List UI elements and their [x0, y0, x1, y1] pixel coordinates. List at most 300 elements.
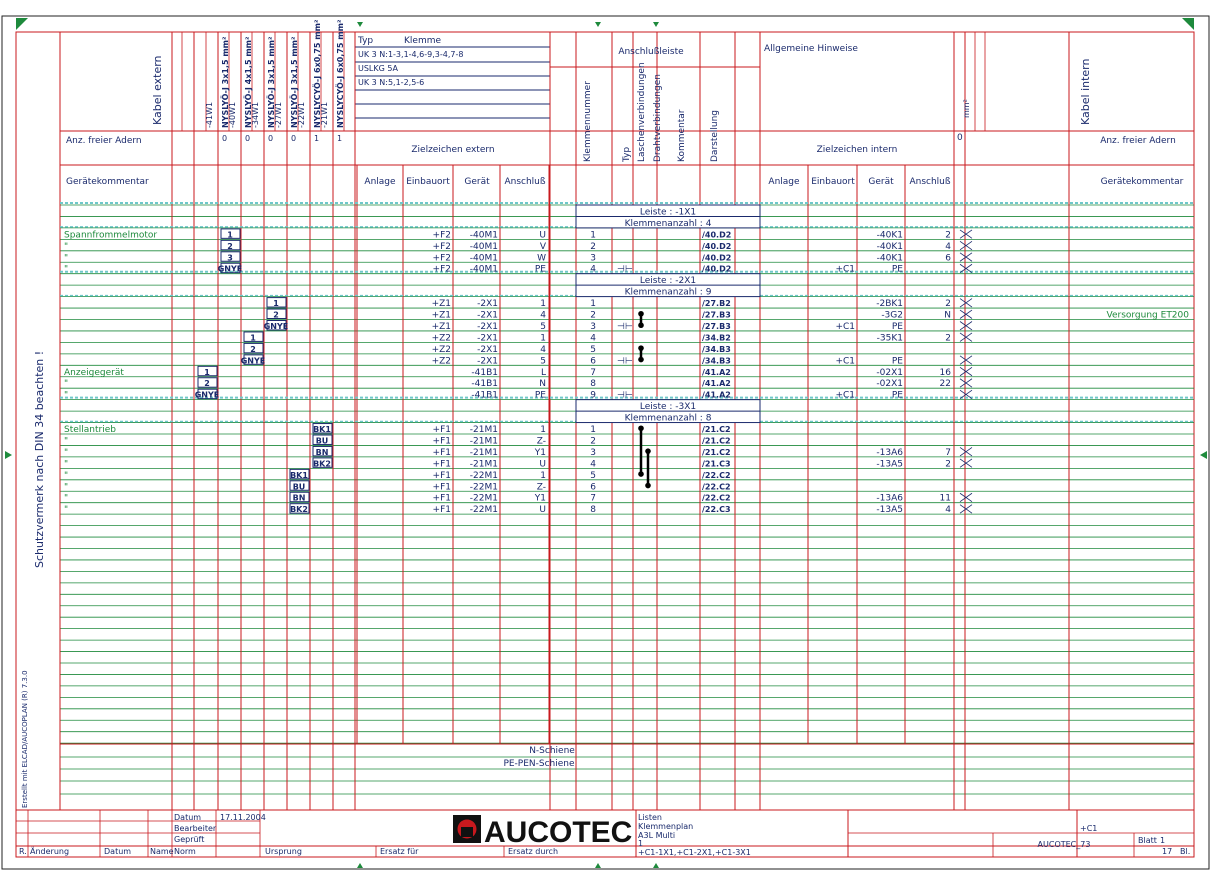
wire-label: BU: [292, 482, 306, 492]
darstellung-ref: /41.A2: [702, 390, 731, 400]
einbauort-extern: +Z2: [431, 356, 451, 367]
typ-col-label: Typ: [622, 146, 632, 162]
anz-freier-adern-intern: Anz. freier Adern: [1100, 136, 1176, 146]
pe-terminal-icon: ⊣⊢: [617, 264, 633, 275]
bridge-dot: [638, 311, 644, 317]
bridge-dot: [638, 425, 644, 431]
frame-corner-marker: [16, 18, 28, 30]
geraet-intern: -13A5: [876, 505, 903, 516]
cable-header-columns: [205, 19, 345, 143]
geraet-intern: -13A6: [876, 447, 903, 458]
geraet-intern-label: Gerät: [868, 177, 894, 187]
ersatz-durch-label: Ersatz durch: [508, 847, 559, 856]
darstellung-ref: /41.A2: [702, 379, 731, 389]
geraet-extern: -41B1: [471, 390, 498, 401]
blatt-label: Blatt: [1138, 836, 1157, 845]
klemmenanzahl-label: Klemmenanzahl : 9: [624, 287, 712, 298]
anschluss-extern: W: [537, 253, 546, 264]
anschluss-intern: 16: [939, 367, 951, 378]
darstellung-ref: /41.A2: [702, 367, 731, 377]
darstellung-ref: /21.C2: [702, 447, 731, 457]
einbauort-intern: +C1: [835, 356, 855, 367]
table-row: [64, 263, 972, 274]
wire-label: 1: [204, 367, 210, 377]
frame-marker: [357, 863, 363, 868]
aenderung-label: Änderung: [30, 847, 70, 856]
desc-line-3: A3L Multi: [638, 831, 676, 840]
table-row: [64, 366, 972, 377]
anschluss-extern: U: [539, 230, 546, 241]
device-comment: ": [64, 264, 69, 275]
geraet-extern: -22M1: [469, 482, 498, 493]
darstellung-ref: /27.B2: [702, 299, 731, 309]
geraetekommentar-intern-label: Gerätekommentar: [1100, 177, 1184, 187]
cable-type: NYSLYÖ-J 3x1,5 mm²: [267, 36, 276, 128]
anschluss-intern: 6: [945, 253, 951, 264]
cable-free-count: 1: [314, 134, 320, 143]
device-comment: ": [64, 436, 69, 447]
klemme-label: Klemme: [404, 36, 442, 46]
anschluss-extern: Z-: [536, 436, 546, 447]
einbauort-extern: +F1: [432, 493, 451, 504]
anschluss-intern: 4: [945, 241, 951, 252]
anlage-extern-label: Anlage: [364, 177, 396, 187]
terminal-number: 6: [590, 482, 596, 493]
norm-label: Norm: [174, 847, 196, 856]
typ-line-3: UK 3 N:5,1-2,5-6: [358, 78, 425, 87]
table-row: [64, 469, 731, 480]
wire-label: BK2: [313, 459, 331, 469]
geraet-extern: -41B1: [471, 367, 498, 378]
pe-schiene-label: PE-PEN-Schiene: [503, 759, 575, 769]
darstellung-ref: /40.D2: [702, 241, 732, 251]
typ-line-1: UK 3 N:1-3,1-4,6-9,3-4,7-8: [358, 50, 464, 59]
frame-marker: [653, 22, 659, 27]
device-comment: ": [64, 482, 69, 493]
desc-line-4: 1: [638, 839, 644, 848]
geraet-extern: -2X1: [477, 299, 498, 310]
einbauort-extern: +Z1: [431, 321, 451, 332]
datum2-label: Datum: [104, 847, 132, 856]
wire-label: BK2: [290, 505, 308, 515]
anschluss-extern: Y1: [534, 493, 546, 504]
geraet-extern: -40M1: [469, 241, 498, 252]
created-with-note: Erstellt mit ELCAD/AUCOPLAN (R) 7.3.0: [21, 670, 29, 808]
device-comment: ": [64, 470, 69, 481]
wire-label: BN: [315, 447, 329, 457]
geraet-intern: PE: [891, 321, 903, 332]
table-row: [64, 435, 731, 446]
anschluss-extern: 1: [540, 299, 546, 310]
darstellung-ref: /22.C2: [702, 482, 731, 492]
geraet-extern: -40M1: [469, 253, 498, 264]
geraet-extern: -2X1: [477, 344, 498, 355]
einbauort-extern: +F1: [432, 482, 451, 493]
einbauort-extern: +F2: [432, 241, 451, 252]
geraet-intern: -13A5: [876, 459, 903, 470]
frame-marker: [653, 863, 659, 868]
terminal-number: 7: [590, 367, 596, 378]
einbauort-extern: +Z2: [431, 333, 451, 344]
cable-type: NYSLYCYÖ-J 6x0,75 mm²: [313, 19, 322, 128]
darstellung-ref: /34.B3: [702, 344, 731, 354]
cable-type: NYSLYÖ-J 3x1,5 mm²: [290, 36, 299, 128]
einbauort-intern-label: Einbauort: [811, 177, 855, 187]
device-comment: Spannfrommelmotor: [64, 230, 158, 241]
geraet-extern: -22M1: [469, 493, 498, 504]
table-row: [244, 343, 731, 354]
bridge-dot: [645, 483, 651, 489]
darstellung-ref: /21.C3: [702, 459, 731, 469]
free-count-intern: 0: [957, 133, 963, 143]
wire-label: GNYE: [263, 321, 289, 331]
frame-corner-marker: [1182, 18, 1194, 30]
table-row: [241, 355, 972, 366]
geraet-intern: -40K1: [876, 241, 903, 252]
frame-marker: [357, 22, 363, 27]
einbauort-intern: +C1: [835, 390, 855, 401]
table-row: [244, 332, 972, 343]
device-comment: ": [64, 379, 69, 390]
anlage-intern-label: Anlage: [768, 177, 800, 187]
einbauort-extern: +F1: [432, 505, 451, 516]
wire-label: 2: [273, 310, 279, 320]
device-comment: Anzeigegerät: [64, 367, 124, 378]
darstellung-ref: /34.B3: [702, 356, 731, 366]
klemmennummer-label: Klemmennummer: [583, 81, 593, 162]
device-comment: Stellantrieb: [64, 425, 116, 435]
table-row: [64, 424, 731, 435]
klemmenanzahl-label: Klemmenanzahl : 4: [624, 218, 712, 229]
anschluss-extern: N: [539, 379, 546, 390]
darstellung-ref: /40.D2: [702, 253, 732, 263]
wire-label: BN: [292, 493, 306, 503]
anschluss-extern: U: [539, 459, 546, 470]
darstellung-ref: /22.C2: [702, 493, 731, 503]
einbauort-intern: +C1: [835, 321, 855, 332]
geraet-extern: -21M1: [469, 425, 498, 435]
typ-line-2: USLKG 5A: [358, 64, 398, 73]
leiste-label: Leiste : -3X1: [639, 402, 697, 413]
table-row: [267, 309, 1189, 320]
terminal-number: 8: [590, 505, 596, 516]
geraet-extern-label: Gerät: [464, 177, 490, 187]
cable-free-count: 1: [337, 134, 343, 143]
cable-free-count: 0: [268, 134, 274, 143]
anschluss-extern: 4: [540, 344, 546, 355]
wire-label: GNYE: [194, 390, 220, 400]
grid-lines: [2, 16, 1209, 869]
table-row: [64, 481, 731, 492]
wire-label: 2: [250, 344, 256, 354]
cable-name: -22W1: [297, 101, 306, 128]
table-row: [64, 240, 972, 251]
anschluss-extern: 4: [540, 310, 546, 321]
anschluss-extern: 5: [540, 321, 546, 332]
title-block: [19, 813, 1190, 857]
frame-marker: [1200, 451, 1207, 459]
einbauort-extern: +F1: [432, 459, 451, 470]
anschluss-intern: N: [944, 310, 951, 321]
r-label: R.: [19, 847, 27, 856]
geraet-intern: PE: [891, 356, 903, 367]
anschluss-extern: 5: [540, 356, 546, 367]
table-row: [64, 229, 972, 240]
anschluss-intern: 4: [945, 505, 951, 516]
darstellung-ref: /22.C3: [702, 505, 731, 515]
darstellung-ref: /27.B3: [702, 310, 731, 320]
kabel-intern-label: Kabel intern: [1079, 58, 1092, 125]
kabel-extern-label: Kabel extern: [151, 55, 164, 125]
geraet-extern: -40M1: [469, 230, 498, 241]
leiste-label: Leiste : -2X1: [639, 276, 697, 287]
geraet-extern: -21M1: [469, 436, 498, 447]
anlage-value: +C1: [1080, 824, 1098, 833]
wire-label: 1: [227, 230, 233, 240]
geraet-extern: -22M1: [469, 505, 498, 516]
total-sheets: 17: [1162, 847, 1173, 856]
geraet-extern: -22M1: [469, 470, 498, 481]
cable-free-count: 0: [222, 134, 228, 143]
anschlussleiste-label: Anschlußleiste: [618, 47, 684, 57]
blatt-value: 1: [1160, 836, 1166, 845]
einbauort-extern: +F2: [432, 253, 451, 264]
cable-type: NYSLYÖ-J 4x1,5 mm²: [244, 36, 253, 128]
geraet-intern: PE: [891, 264, 903, 275]
device-comment: ": [64, 459, 69, 470]
wire-label: 1: [273, 299, 279, 309]
geraet-intern: -3G2: [881, 310, 903, 321]
wire-label: BK1: [313, 425, 331, 434]
terminal-number: 1: [590, 425, 596, 435]
terminal-number: 2: [590, 241, 596, 252]
device-comment: ": [64, 253, 69, 264]
terminal-number: 2: [590, 436, 596, 447]
terminal-number: 2: [590, 310, 596, 321]
terminal-number: 4: [590, 333, 596, 344]
darstellung-ref: /22.C2: [702, 470, 731, 480]
anschluss-extern: 1: [540, 470, 546, 481]
cable-name: -27W1: [274, 101, 283, 128]
terminal-number: 1: [590, 230, 596, 241]
bridge-dot: [638, 345, 644, 351]
terminal-number: 8: [590, 379, 596, 390]
anschluss-extern: 1: [540, 425, 546, 435]
cable-type: NYSLYÖ-J 3x1,5 mm²: [221, 36, 230, 128]
darstellung-ref: /40.D2: [702, 264, 732, 274]
einbauort-intern: +C1: [835, 264, 855, 275]
desc-line-5: +C1-1X1,+C1-2X1,+C1-3X1: [638, 848, 751, 857]
frame-marker: [595, 863, 601, 868]
cable-free-count: 0: [245, 134, 251, 143]
table-row: [64, 492, 972, 503]
darstellung-ref: /40.D2: [702, 230, 732, 240]
bearbeiter-label: Bearbeiter: [174, 824, 217, 833]
darstellung-label: Darstellung: [710, 109, 720, 162]
frame-marker: [595, 22, 601, 27]
aucotec-logo-icon: [453, 815, 481, 843]
schutzvermerk-note: Schutzvermerk nach DIN 34 beachten !: [33, 350, 46, 568]
einbauort-extern: +F1: [432, 436, 451, 447]
anschluss-extern: U: [539, 505, 546, 516]
einbauort-extern-label: Einbauort: [406, 177, 450, 187]
wire-label: BK1: [290, 470, 308, 480]
einbauort-extern: +Z1: [431, 299, 451, 310]
geraet-intern: -02X1: [876, 367, 903, 378]
datum-label: Datum: [174, 813, 202, 822]
inner-frame: [16, 32, 1194, 857]
cable-free-count: 0: [291, 134, 297, 143]
terminal-number: 5: [590, 344, 596, 355]
geraet-extern: -2X1: [477, 321, 498, 332]
general-note: Versorgung ET200: [1106, 310, 1189, 321]
terminal-number: 1: [590, 299, 596, 310]
anschluss-extern-label: Anschluß: [504, 177, 546, 187]
wire-label: 3: [227, 253, 233, 263]
geraet-intern: -13A6: [876, 493, 903, 504]
anschluss-extern: PE: [534, 264, 546, 275]
klemmenanzahl-label: Klemmenanzahl : 8: [624, 413, 712, 424]
anschluss-extern: PE: [534, 390, 546, 401]
einbauort-extern: +F1: [432, 425, 451, 435]
wire-label: 2: [227, 241, 233, 251]
terminal-number: 6: [590, 356, 596, 367]
bridge-dot: [638, 322, 644, 328]
geraet-extern: -2X1: [477, 356, 498, 367]
anz-freier-adern-extern: Anz. freier Adern: [66, 136, 142, 146]
allgemeine-hinweise-label: Allgemeine Hinweise: [764, 44, 858, 54]
anschluss-extern: 1: [540, 333, 546, 344]
geraet-intern: -02X1: [876, 379, 903, 390]
cable-name: -40W1: [228, 101, 237, 128]
zielzeichen-extern-label: Zielzeichen extern: [411, 145, 495, 155]
terminal-number: 7: [590, 493, 596, 504]
anschluss-extern: L: [540, 367, 546, 378]
n-schiene-label: N-Schiene: [529, 746, 575, 756]
ursprung-label: Ursprung: [265, 847, 302, 856]
terminal-number: 3: [590, 321, 596, 332]
darstellung-ref: /21.C2: [702, 436, 731, 446]
outer-frame: [2, 16, 1209, 869]
anschluss-intern: 2: [945, 230, 951, 241]
cable-type: NYSLYCYÖ-J 6x0,75 mm²: [336, 19, 345, 128]
geprueft-label: Geprüft: [174, 835, 205, 844]
logo-text: AUCOTEC: [484, 816, 633, 849]
ersatz-fuer-label: Ersatz für: [380, 847, 419, 856]
anschluss-intern: 2: [945, 459, 951, 470]
geraet-extern: -21M1: [469, 447, 498, 458]
table-row: [64, 252, 972, 263]
mm2-label: mm²: [962, 99, 971, 118]
geraet-extern: -41B1: [471, 379, 498, 390]
anschluss-intern: 2: [945, 299, 951, 310]
cable-name: -21W1: [320, 101, 329, 128]
geraet-extern: -2X1: [477, 310, 498, 321]
anschluss-extern: V: [539, 241, 546, 252]
name-label: Name: [150, 847, 174, 856]
bl-label: Bl.: [1180, 847, 1191, 856]
geraet-intern: -35K1: [876, 333, 903, 344]
drawing-number: AUCOTEC_73: [1037, 840, 1091, 849]
geraet-extern: -2X1: [477, 333, 498, 344]
darstellung-ref: /27.B3: [702, 321, 731, 331]
terminal-number: 3: [590, 447, 596, 458]
desc-line-2: Klemmenplan: [638, 822, 694, 831]
table-row: [64, 446, 972, 457]
laschen-label: Laschenverbindungen: [637, 62, 647, 162]
device-comment: ": [64, 390, 69, 401]
frame-marker: [5, 451, 12, 459]
bridge-dot: [638, 471, 644, 477]
geraet-intern: -40K1: [876, 230, 903, 241]
anschluss-intern-label: Anschluß: [909, 177, 951, 187]
terminal-number: 9: [590, 390, 596, 401]
einbauort-extern: +Z1: [431, 310, 451, 321]
table-row: [267, 298, 972, 309]
anschluss-intern: 11: [939, 493, 951, 504]
einbauort-extern: +Z2: [431, 344, 451, 355]
table-row: [64, 458, 972, 469]
einbauort-extern: +F2: [432, 230, 451, 241]
table-row: [64, 378, 972, 389]
geraet-extern: -40M1: [469, 264, 498, 275]
geraet-intern: PE: [891, 390, 903, 401]
wire-label: GNYE: [240, 356, 266, 366]
anschluss-extern: Y1: [534, 447, 546, 458]
terminal-number: 4: [590, 264, 596, 275]
geraet-intern: -2BK1: [876, 299, 903, 310]
pe-terminal-icon: ⊣⊢: [617, 321, 633, 332]
einbauort-extern: +F1: [432, 470, 451, 481]
table-row: [64, 504, 972, 515]
anschluss-intern: 7: [945, 447, 951, 458]
draht-label: Drahtverbindungen: [653, 74, 663, 162]
table-row: [264, 321, 972, 332]
geraet-intern: -40K1: [876, 253, 903, 264]
darstellung-ref: /21.C2: [702, 425, 731, 434]
table-row: [64, 389, 972, 400]
terminal-number: 5: [590, 470, 596, 481]
anschluss-intern: 2: [945, 333, 951, 344]
darstellung-ref: /34.B2: [702, 333, 731, 343]
anschluss-extern: Z-: [536, 482, 546, 493]
device-comment: ": [64, 241, 69, 252]
pe-terminal-icon: ⊣⊢: [617, 356, 633, 367]
leiste-label: Leiste : -1X1: [639, 207, 697, 218]
datum-value: 17.11.2004: [220, 813, 266, 822]
pe-terminal-icon: ⊣⊢: [617, 390, 633, 401]
typ-label: Typ: [358, 36, 374, 46]
bridge-dot: [645, 448, 651, 454]
cable-name: -41W1: [205, 101, 214, 128]
device-comment: ": [64, 505, 69, 516]
terminal-number: 4: [590, 459, 596, 470]
anschluss-intern: 22: [939, 379, 951, 390]
zielzeichen-intern-label: Zielzeichen intern: [816, 145, 898, 155]
bridge-dot: [638, 357, 644, 363]
geraet-extern: -21M1: [469, 459, 498, 470]
desc-line-1: Listen: [638, 813, 662, 822]
cable-name: -34W1: [251, 101, 260, 128]
wire-label: 2: [204, 379, 210, 389]
einbauort-extern: +F2: [432, 264, 451, 275]
geraetekommentar-extern-label: Gerätekommentar: [66, 177, 149, 187]
einbauort-extern: +F1: [432, 447, 451, 458]
terminal-number: 3: [590, 253, 596, 264]
wire-label: 1: [250, 333, 256, 343]
device-comment: ": [64, 493, 69, 504]
device-comment: ": [64, 447, 69, 458]
